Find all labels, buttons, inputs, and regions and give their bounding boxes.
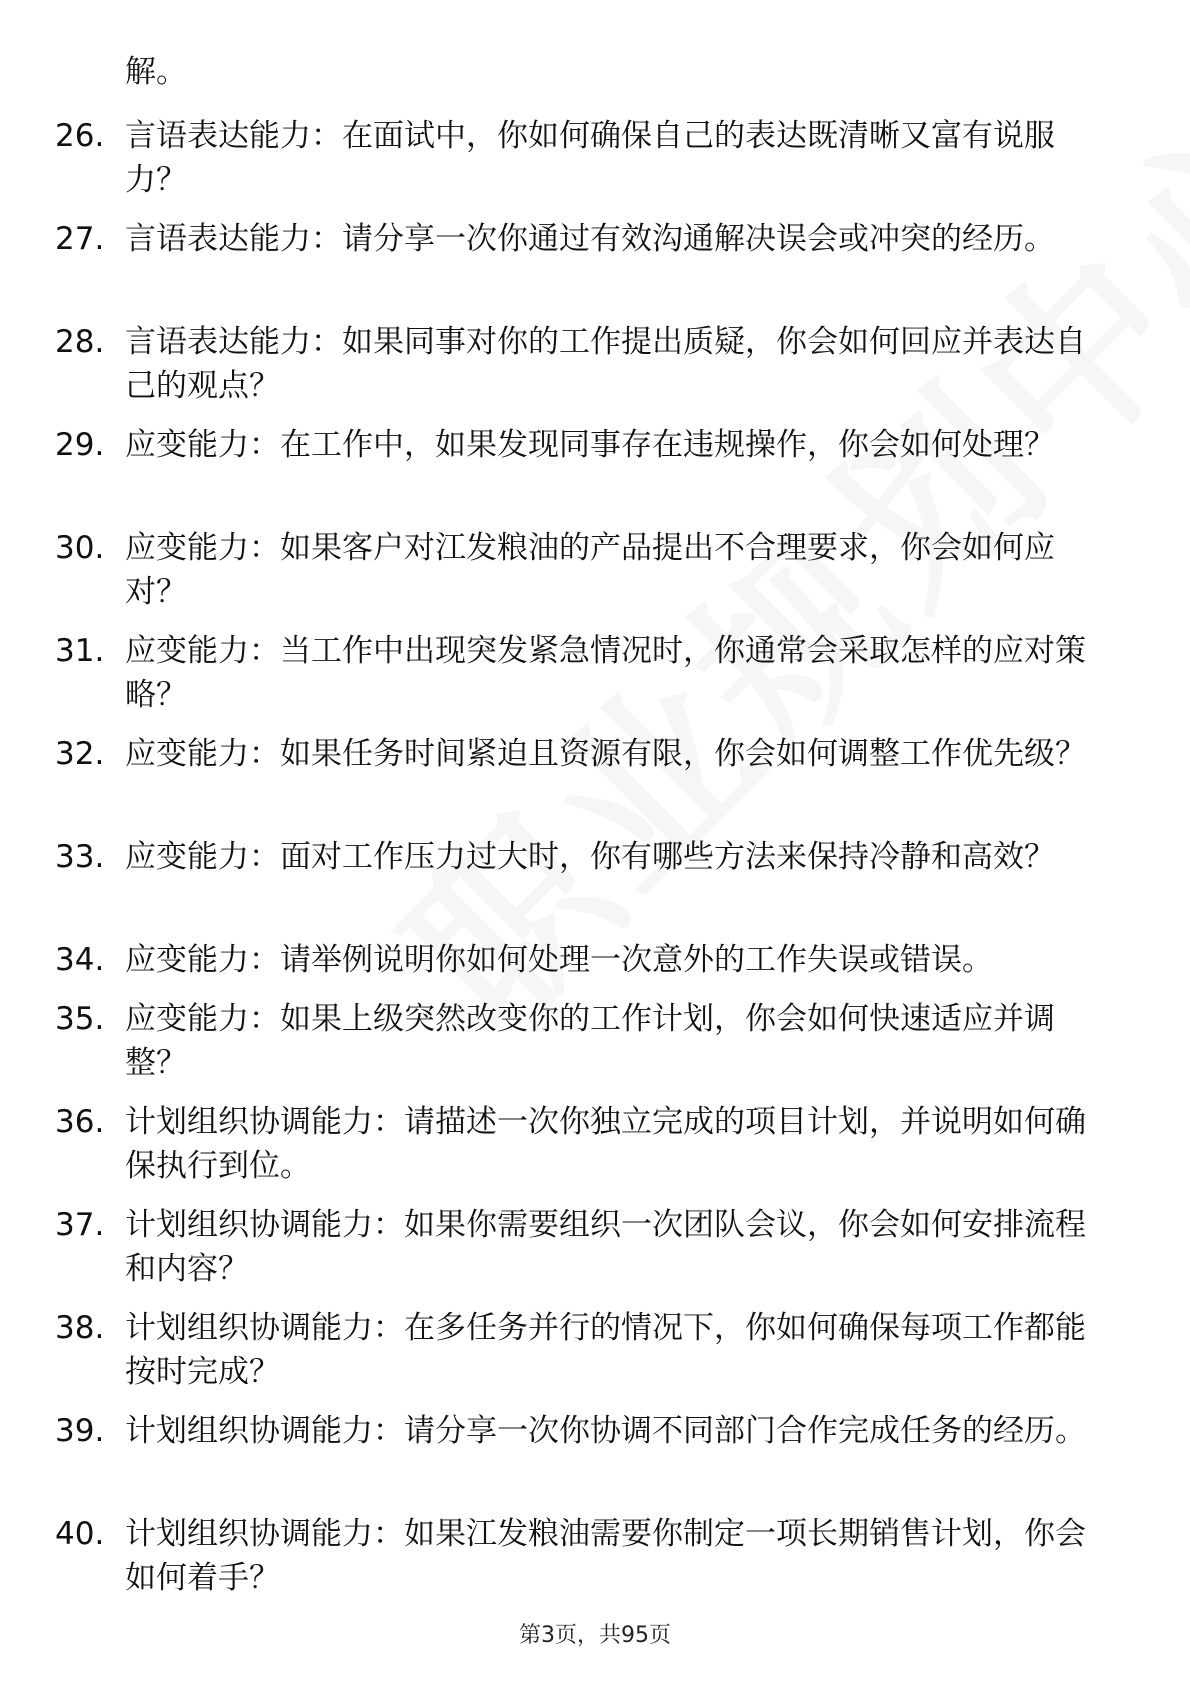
list-item [0,526,1190,614]
list-item [0,732,1190,820]
item-number: 37. [55,1207,105,1243]
item-number: 38. [55,1310,105,1346]
item-number: 30. [55,530,105,566]
list-item [0,1512,1190,1600]
item-number: 32. [55,736,105,772]
list-item [0,629,1190,717]
item-text: 应变能力：面对工作压力过大时，你有哪些方法来保持冷静和高效？ [125,839,1055,875]
item-text: 计划组织协调能力：请描述一次你独立完成的项目计划，并说明如何确保执行到位。 [125,1104,1086,1184]
item-number: 27. [55,221,105,257]
list-item [0,217,1190,305]
item-number: 31. [55,633,105,669]
list-item [0,835,1190,923]
page-footer: 第3页，共95页 [519,1623,671,1648]
item-text: 计划组织协调能力：如果江发粮油需要你制定一项长期销售计划，你会如何着手？ [125,1516,1086,1596]
list-item [0,1203,1190,1291]
item-number: 36. [55,1104,105,1140]
item-text: 言语表达能力：如果同事对你的工作提出质疑，你会如何回应并表达自己的观点？ [125,324,1086,404]
continued-text: 解。 [125,54,187,90]
item-text: 应变能力：在工作中，如果发现同事存在违规操作，你会如何处理？ [125,427,1055,463]
item-number: 34. [55,942,105,978]
item-number: 35. [55,1001,105,1037]
list-item [0,423,1190,511]
item-number: 29. [55,427,105,463]
item-text: 言语表达能力：在面试中，你如何确保自己的表达既清晰又富有说服力？ [125,118,1055,198]
item-text: 应变能力：当工作中出现突发紧急情况时，你通常会采取怎样的应对策略？ [125,633,1086,713]
item-number: 33. [55,839,105,875]
list-item [0,1306,1190,1394]
list-item [0,320,1190,408]
question-list [0,114,1190,1615]
list-item [0,114,1190,202]
item-text: 应变能力：如果客户对江发粮油的产品提出不合理要求，你会如何应对？ [125,530,1055,610]
item-text: 计划组织协调能力：请分享一次你协调不同部门合作完成任务的经历。 [125,1413,1086,1449]
list-item [0,1100,1190,1188]
item-text: 应变能力：如果上级突然改变你的工作计划，你会如何快速适应并调整？ [125,1001,1055,1081]
item-number: 39. [55,1413,105,1449]
item-text: 计划组织协调能力：在多任务并行的情况下，你如何确保每项工作都能按时完成？ [125,1310,1086,1390]
item-text: 计划组织协调能力：如果你需要组织一次团队会议，你会如何安排流程和内容？ [125,1207,1086,1287]
item-text: 应变能力：如果任务时间紧迫且资源有限，你会如何调整工作优先级？ [125,736,1086,772]
item-text: 应变能力：请举例说明你如何处理一次意外的工作失误或错误。 [125,942,993,978]
item-number: 28. [55,324,105,360]
list-item [0,938,1190,982]
item-number: 40. [55,1516,105,1552]
list-item [0,997,1190,1085]
list-item [0,1409,1190,1497]
item-text: 言语表达能力：请分享一次你通过有效沟通解决误会或冲突的经历。 [125,221,1055,257]
item-number: 26. [55,118,105,154]
